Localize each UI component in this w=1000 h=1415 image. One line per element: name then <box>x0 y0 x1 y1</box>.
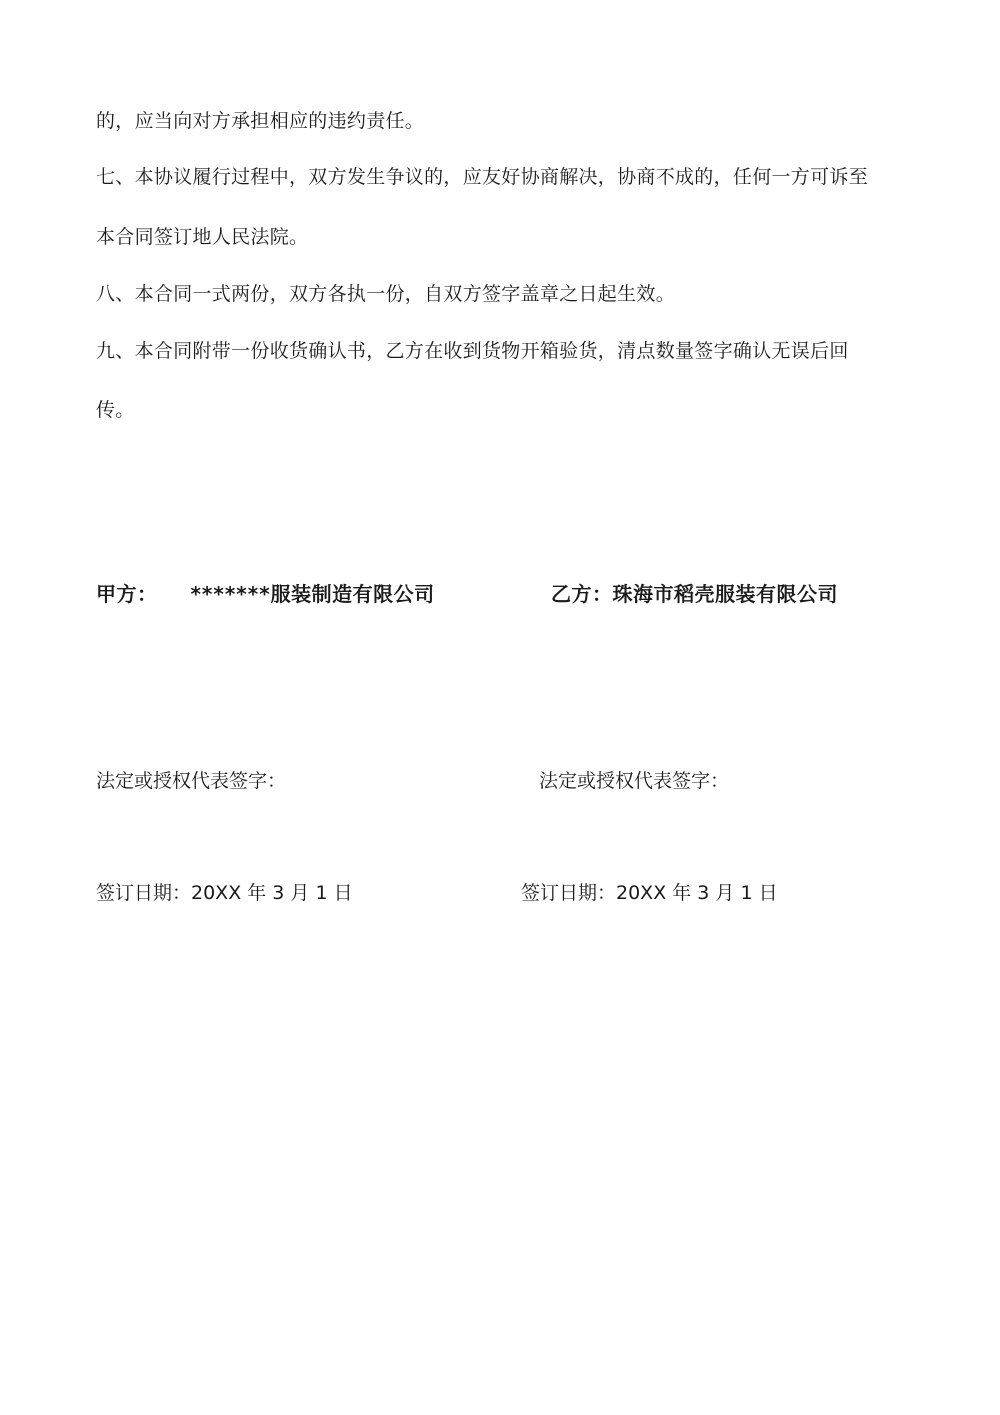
party-a-heading <box>96 580 435 608</box>
clause-9-line-1: 九、本合同附带一份收货确认书，乙方在收到货物开箱验货，清点数量签字确认无误后回 <box>96 340 849 362</box>
clause-9-line-2: 传。 <box>96 399 135 421</box>
clause-7-line-2: 本合同签订地人民法院。 <box>96 226 309 248</box>
party-a-name-masked: ******* <box>190 582 271 606</box>
party-b-sign-date: 签订日期：20XX 年 3 月 1 日 <box>521 882 778 904</box>
clause-8: 八、本合同一式两份，双方各执一份，自双方签字盖章之日起生效。 <box>96 283 676 305</box>
party-a-sign-date: 签订日期：20XX 年 3 月 1 日 <box>96 882 353 904</box>
clause-6-continuation: 的，应当向对方承担相应的违约责任。 <box>96 110 425 132</box>
party-b-label: 乙方： <box>551 582 613 606</box>
clause-7-line-1: 七、本协议履行过程中，双方发生争议的，应友好协商解决，协商不成的，任何一方可诉至 <box>96 166 869 188</box>
party-b-signature-label: 法定或授权代表签字： <box>539 770 730 792</box>
party-b-heading <box>551 580 838 608</box>
party-a-label: 甲方： <box>96 582 158 606</box>
party-b-name: 珠海市稻壳服装有限公司 <box>612 582 838 606</box>
party-a-name-suffix: 服装制造有限公司 <box>270 582 435 606</box>
party-a-signature-label: 法定或授权代表签字： <box>96 770 287 792</box>
